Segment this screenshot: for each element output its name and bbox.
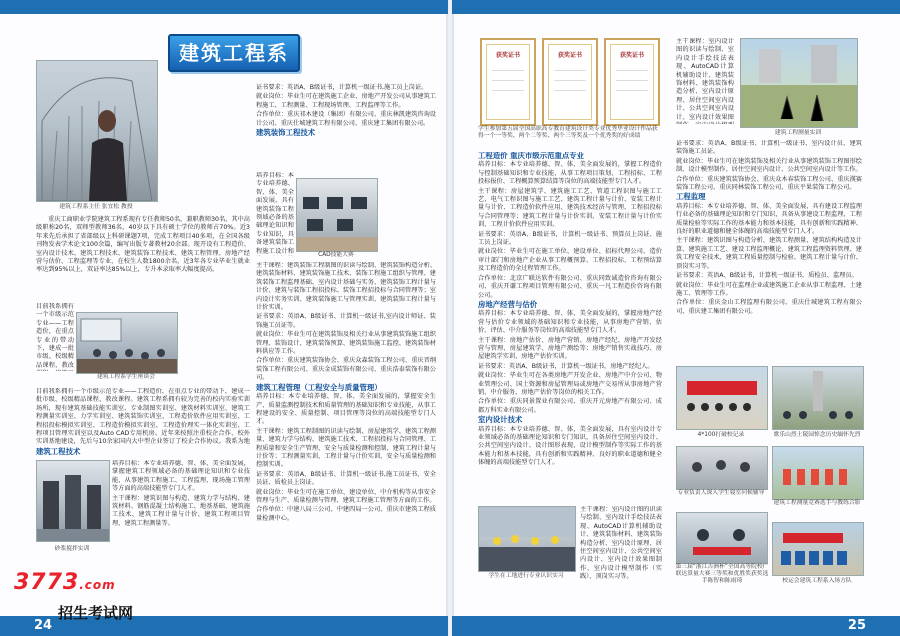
s6-job: 就业岗位：毕业生可在建筑装饰及相关行业从事建筑装饰工程图形绘制、设计模型制作、居住空间室内设计、公共空间室内设计等工作。 xyxy=(676,157,862,174)
volunteer-photo xyxy=(676,446,768,490)
certificate-2-title: 获奖证书 xyxy=(557,52,582,59)
s1-goal: 培养目标：本专业培养德、智、体、美全面发展，掌握建筑工程领域必备的基础理论知识和专业技能，从事建筑工程施工、工程监理、现场施工管理等方面的高端技能型专门人才。 xyxy=(112,460,250,493)
s3-course: 主干课程：建筑工程制图的识读与绘制、房屋建筑学、建筑工程测量、建筑力学与结构、建筑施工技术、工程招投标与合同管理、工程质量和安全生产管理、安全与质量检测和控制、建筑工程计量与计价等；工程测量实训、工程计量与计价实训、安全与质量检测和控制实训。 xyxy=(256,427,436,469)
top-band-right xyxy=(452,0,900,14)
right-col-2b xyxy=(676,140,862,362)
intro-paragraph: 重庆工商职业学院建筑工程系现有专任教师50名，兼职教师30名，其中高级职称20名，双师型教师36名，40岁以下具有硕士学位的教师占70%。近3年来先后承担了省部级以上科研课题7项，完成工程项目40多项，在全国各级刊物发表学术论文100余篇，编写出版专著教材20余部。现开设有工程造价、室内设计技术、建筑工程技术、建筑装饰工程技术、建筑工程管理、房地产经营与估价、工程监理等专业，在校生人数1800余名，近3年各专业毕业生就业率达到95%以上，双证率达85%以上，专升本录取率大幅度提高。 xyxy=(36,216,250,274)
lecture-caption: 建筑工程系学生座谈会 xyxy=(97,374,155,380)
left-col-1 xyxy=(36,216,250,276)
s5-title: 房地产经营与估价 xyxy=(478,299,538,309)
section-title: 建筑工程系 xyxy=(179,41,289,65)
s5-cert: 证书要求：英语A、B级证书，计算机一级证书，房地产经纪人。 xyxy=(478,362,654,370)
s3-job: 就业岗位：毕业生可在施工单位、建设单位、中介机构等从事安全管理与生产、质量检测与管理、建筑工程施工管理等方面的工作。 xyxy=(256,488,436,504)
campus-caption: 校运会建筑工程系入场方队 xyxy=(782,578,852,584)
certificate-3-title: 获奖证书 xyxy=(619,52,644,59)
left-col-2c xyxy=(256,262,436,582)
right-col-1b xyxy=(580,506,662,590)
page-number-left: 24 xyxy=(34,618,53,633)
survey-photo xyxy=(36,460,110,542)
intro-paragraph-2-cont: 目前我系拥有一个市级示范专业——工程造价，在重点专业的带动下，建成一批市级、校级精品课程、教改课程。建筑工程系拥有较为完善的校内实验实训场所，现有建筑基础技能实训室、专业制图实训室、建筑材料实训室、建筑工程测量实训室、力学实训室、建筑装饰实训室、工程造价软件应用实训室、工程招投标模拟实训室、工程造价模拟实训室、工程造价理实一体化实训室、工程项目管理实训室以及Auto CAD专用机房。近年来按照注重校企合作、校外实训基地建设，先后与10余家国内大中型企业签订了校企合作协议。我系为地 xyxy=(36,388,250,446)
certs-caption: 学生参加第五届全国高职高专教育建筑设计类专业优秀毕业设计作品获得一个一等奖、两个二等奖、两个三等奖及一个优秀奖的好成绩 xyxy=(478,126,658,139)
top-band-left xyxy=(0,0,448,14)
s3-goal: 培养目标：本专业培养德、智、体、美全面发展的，掌握安全生产、质量监测控制技术和质量管理的基础知识和专业技能，从事工程建设的安全、质量控制、项目管理等岗位的高端技能型专门人才。 xyxy=(256,393,436,426)
s3-coop: 合作单位：中建八局三公司、中建四局一公司、重庆市建筑工程质量检测中心。 xyxy=(256,506,436,522)
campus-photo xyxy=(772,522,864,576)
site-visit-graphic xyxy=(479,507,575,571)
right-col-1 xyxy=(478,152,662,504)
s4-course: 主干课程：房屋建筑学、建筑施工工艺、管道工程识图与施工工艺、电气工程识图与施工工艺、建筑工程计量与计价、安装工程计量与计价、工程造价软件应用、建筑技术经济与管理、工程招投标与合同管理等；建筑工程计量与计价实训、安装工程计量与计价实训、工程计价软件应用实训。 xyxy=(478,187,662,229)
left-col-2 xyxy=(256,84,436,138)
s3-title: 建筑工程管理（工程安全与质量管理） xyxy=(256,382,382,392)
certificate-2 xyxy=(542,38,598,126)
intro-paragraph-2: 目前我系拥有一个市级示范专业——工程造价，在重点专业的带动下，建成一批市级、校级精品课程、教改 xyxy=(36,303,74,369)
s4-goal: 培养目标：本专业培养德、智、体、美全面发展的，掌握工程造价与控制基础知识和专业技能，从事工程项目策划、工程招标、工程投标报价、工程概算预算结算等岗位的高端技能型专门人才。 xyxy=(478,161,662,186)
s7-goal: 培养目标：本专业培养德、智、体、美全面发展，具有建设工程监理行业必备的基础理论知识和专门知识，具备从事建设工程监理、工程质量检验等实际工作的基本能力和基本技能，具有创新和实践精神、良好的职业道德和健全体魄的高端技能型专门人才。 xyxy=(676,202,862,236)
award-graphic xyxy=(677,513,767,563)
banner-group-graphic xyxy=(677,367,767,429)
measure-caption: 建筑工程测量实训 xyxy=(774,130,822,136)
computer-lab-graphic xyxy=(297,179,377,251)
s2-goal: 培养目标：本专业培养德、智、体、美全面发展，具有建筑装饰工程领域必备的基础理论知识和专业知识，具备建筑装饰工程施工设计和 xyxy=(256,172,294,255)
s5-coop: 合作单位：重庆同景置业有限公司、重庆开元房地产有限公司、成都万科实业有限公司。 xyxy=(478,398,662,414)
survey-caption: 砂浆搅拌实训 xyxy=(54,546,90,552)
measure-photo xyxy=(740,38,858,128)
s4-title: 工程造价 重庆市级示范重点专业 xyxy=(478,152,585,160)
left-col-1d xyxy=(36,448,250,457)
measure-graphic xyxy=(741,39,857,127)
team-graphic xyxy=(773,447,863,499)
stadium-figure-graphic xyxy=(37,61,157,201)
s2-job: 就业岗位：毕业生可在建筑装饰及相关行业从事建筑装饰施工组织管理、装饰设计、建筑装饰预算、建筑装饰施工监控、建筑装饰材料供应等工作。 xyxy=(256,331,436,356)
s6-goal: 培养目标：本专业培养德、智、体、美全面发展，具有室内设计专业领域必备的基础理论知识和专门知识，具备居住空间室内设计、公共空间室内设计、设计图形表现、设计模型制作等实际工作的基本能力和基本技能，具有创新和实践精神、良好的职业道德和健全体魄的高端技能型专门人才。 xyxy=(478,425,662,467)
lecture-photo xyxy=(76,312,178,374)
classroom-graphic xyxy=(77,313,177,373)
right-col-2 xyxy=(676,38,734,124)
s4-coop: 合作单位：北京广联达软件有限公司、重庆同致诚造价咨询有限公司、重庆开谦工程项目管理有限公司、重庆一凡工程造价咨询有限公司。 xyxy=(478,274,662,299)
watermark-name: 招生考试网 xyxy=(58,604,134,622)
s6-course: 主干课程：室内设计图的识读与绘制、室内设计手绘技法表现、AutoCAD计算机辅助设计、建筑装饰材料、建筑装饰构造分析、室内设计原理、居住空间室内设计、公共空间室内设计、室内设计效果图制作、室内设计模型制作（实践）、顶岗实习等。 xyxy=(580,506,662,581)
left-col-1e xyxy=(112,460,250,576)
left-col-1b xyxy=(36,303,74,372)
s6-title: 室内设计技术 xyxy=(478,415,523,425)
s1-cert: 证书要求：英语A、B级证书，计算机一级证书,施工员上岗证。 xyxy=(256,84,428,91)
dorm-graphic xyxy=(677,447,767,489)
s1-course: 主干课程：建筑识图与构造、建筑力学与结构、建筑材料、钢筋混凝土结构施工、地基基础、建筑施工技术、建筑工程计量与计价、建筑工程项目管理、建筑工程测量等。 xyxy=(112,494,250,527)
s4-cert: 证书要求：英语A、B级证书，计算机一级证书、预算员上岗证、施工员上岗证。 xyxy=(478,230,662,247)
s4-job: 就业岗位：毕业生可在施工单位、建设单位、招标代理公司、造价审计部门和房地产企业从事工程概预算、工程招投标、工程预结算及工程造价的全过程管理工作。 xyxy=(478,248,662,273)
s5-goal: 培养目标：本专业培养德、智、体、美全面发展的，掌握房地产经营与估价专业领域的基础知识和专业技能，从事房地产营销、估价、评估、中介服务等岗位的高端技能型专门人才。 xyxy=(478,310,662,335)
rank-caption: 4*100打破校记录 xyxy=(697,432,745,438)
survey-graphic xyxy=(37,461,109,541)
s7-cert: 证书要求：英语A、B级证书，计算机一级证书，质检员、监理员。 xyxy=(676,272,858,280)
s6-course-cont: 主干课程：室内设计图的识读与绘制、室内设计手绘技法表现、AutoCAD计算机辅助设计、建筑装饰材料、建筑装饰构造分析、室内设计原理、居住空间室内设计、公共空间室内设计、室内设计效果图 xyxy=(676,38,734,121)
drafting-caption: 学生在工地进行专业认识实习 xyxy=(488,573,564,579)
s5-job: 就业岗位：毕业生可在各类房地产开发企业、房地产中介公司、物业管理公司、国土资源和房屋管理局或房地产交易所从事房地产营销、中介服务、房地产估价等岗位的相关工作。 xyxy=(478,372,662,396)
watermark-logo: 3773.com xyxy=(14,570,116,595)
s1-title: 建筑工程技术 xyxy=(36,447,81,456)
song-photo xyxy=(772,366,864,430)
award-caption: 第三届“浙江吉洲杯”全国高等院校广联达算量大赛三等奖和优胜奖获奖选手陈智和陈雨琦 xyxy=(675,564,769,584)
certificate-1 xyxy=(480,38,536,126)
s7-title: 工程监理 xyxy=(676,192,706,202)
certificate-1-title: 获奖证书 xyxy=(495,52,520,59)
s7-coop: 合作单位：重庆金山工程监理有限公司、重庆仕城建筑工程有限公司、重庆建工集团有限公司。 xyxy=(676,299,862,315)
award-photo xyxy=(676,512,768,564)
left-col-1c xyxy=(36,388,250,446)
group-caption: 建筑工程测量竞赛选手与教练合影 xyxy=(773,500,861,506)
s3-cert: 证书要求：英语A、B级证书、计算机一级证书,施工员证书、安全员证、质检员上岗证。 xyxy=(256,470,436,487)
s1-coop: 合作单位：重庆祁木建设（集团）有限公司、重庆林凯建筑咨询设计公司、重庆仕城建筑工程有限公司、重庆建工集团有限公司。 xyxy=(256,111,436,127)
s2-title: 建筑装饰工程技术 xyxy=(256,128,316,138)
page-gutter xyxy=(446,0,454,636)
cad-caption: CAD技能大赛 xyxy=(318,252,354,258)
section-title-box xyxy=(168,34,300,72)
footer-bar-right xyxy=(452,616,900,636)
s6-coop: 合作单位：重庆建筑装饰协会、重庆众木春装饰工程公司、重庆漢赛装饰工程公司、重庆同林装饰工程公司、重庆平果装饰工程公司。 xyxy=(676,175,862,192)
s7-job: 就业岗位：毕业生可在监理企业或建筑施工企业从事工程监理、土建施工、管理等工作。 xyxy=(676,281,862,297)
parade-graphic xyxy=(773,523,863,575)
s2-coop: 合作单位：重庆建筑装饰协会、重庆众森装饰工程公司、重庆晋纲装饰工程有限公司、重庆金成装饰有限公司、重庆浩泰装饰有限公司。 xyxy=(256,357,436,382)
memorial-graphic xyxy=(773,367,863,429)
s2-course: 主干课程：建筑装饰工程制图的识读与绘制、建筑装饰构造分析、建筑装饰材料、建筑装饰施工技术、装饰工程施工组织与管理、建筑装饰工程监理基础、室内设计基础与实务、建筑装饰工程计量与计价、建筑与装饰工程招投标、装饰工程招投标与合同管理等；室内设计实务实训、建筑装饰施工与管理实训、建筑装饰工程计量与计价实训。 xyxy=(256,262,436,312)
s5-course: 主干课程：房地产估价、房地产营销、房地产经纪、房地产开发经营与管理、房屋建筑学、房地产测绘等；房地产销售实战技巧、房屋建筑学实训、房地产估价实训。 xyxy=(478,336,662,361)
s6-cert: 证书要求：英语A、B级证书、计算机一级证书、室内设计员、建筑装饰施工员证。 xyxy=(676,140,862,156)
s7-course: 主干课程：建筑识图与构造分析、建筑工程测量、建筑结构构造及计算、建筑施工工艺、建设工程监理概论、建筑工程监理资料管理、建筑工程安全技术、建筑工程质量控制与检验、建筑工程计量与计价、顶岗实习等。 xyxy=(676,237,862,270)
page-number-right: 25 xyxy=(847,618,866,633)
rank-photo xyxy=(676,366,768,430)
cad-photo xyxy=(296,178,378,252)
dean-photo xyxy=(36,60,158,202)
left-col-2b xyxy=(256,172,294,256)
certificate-3 xyxy=(604,38,660,126)
dean-caption: 建筑工程系主任 张宜松 教授 xyxy=(59,204,133,210)
group-photo xyxy=(772,446,864,500)
song-caption: 歌乐山烈士陵园悼念历史缅怀先烈 xyxy=(773,432,861,438)
s2-cert: 证书要求：英语A、B级证书、计算机一级证书,室内设计师证、装饰施工员证等。 xyxy=(256,313,436,329)
drafting-photo xyxy=(478,506,576,572)
s1-job: 就业岗位：毕业生可在建筑施工企业、房地产开发公司从事建筑工程施工、工程测量、工程现场管理、工程监理等工作。 xyxy=(256,93,436,109)
volunteer-caption: 专业负责人深入学生寝室问候辅导 xyxy=(677,490,765,496)
